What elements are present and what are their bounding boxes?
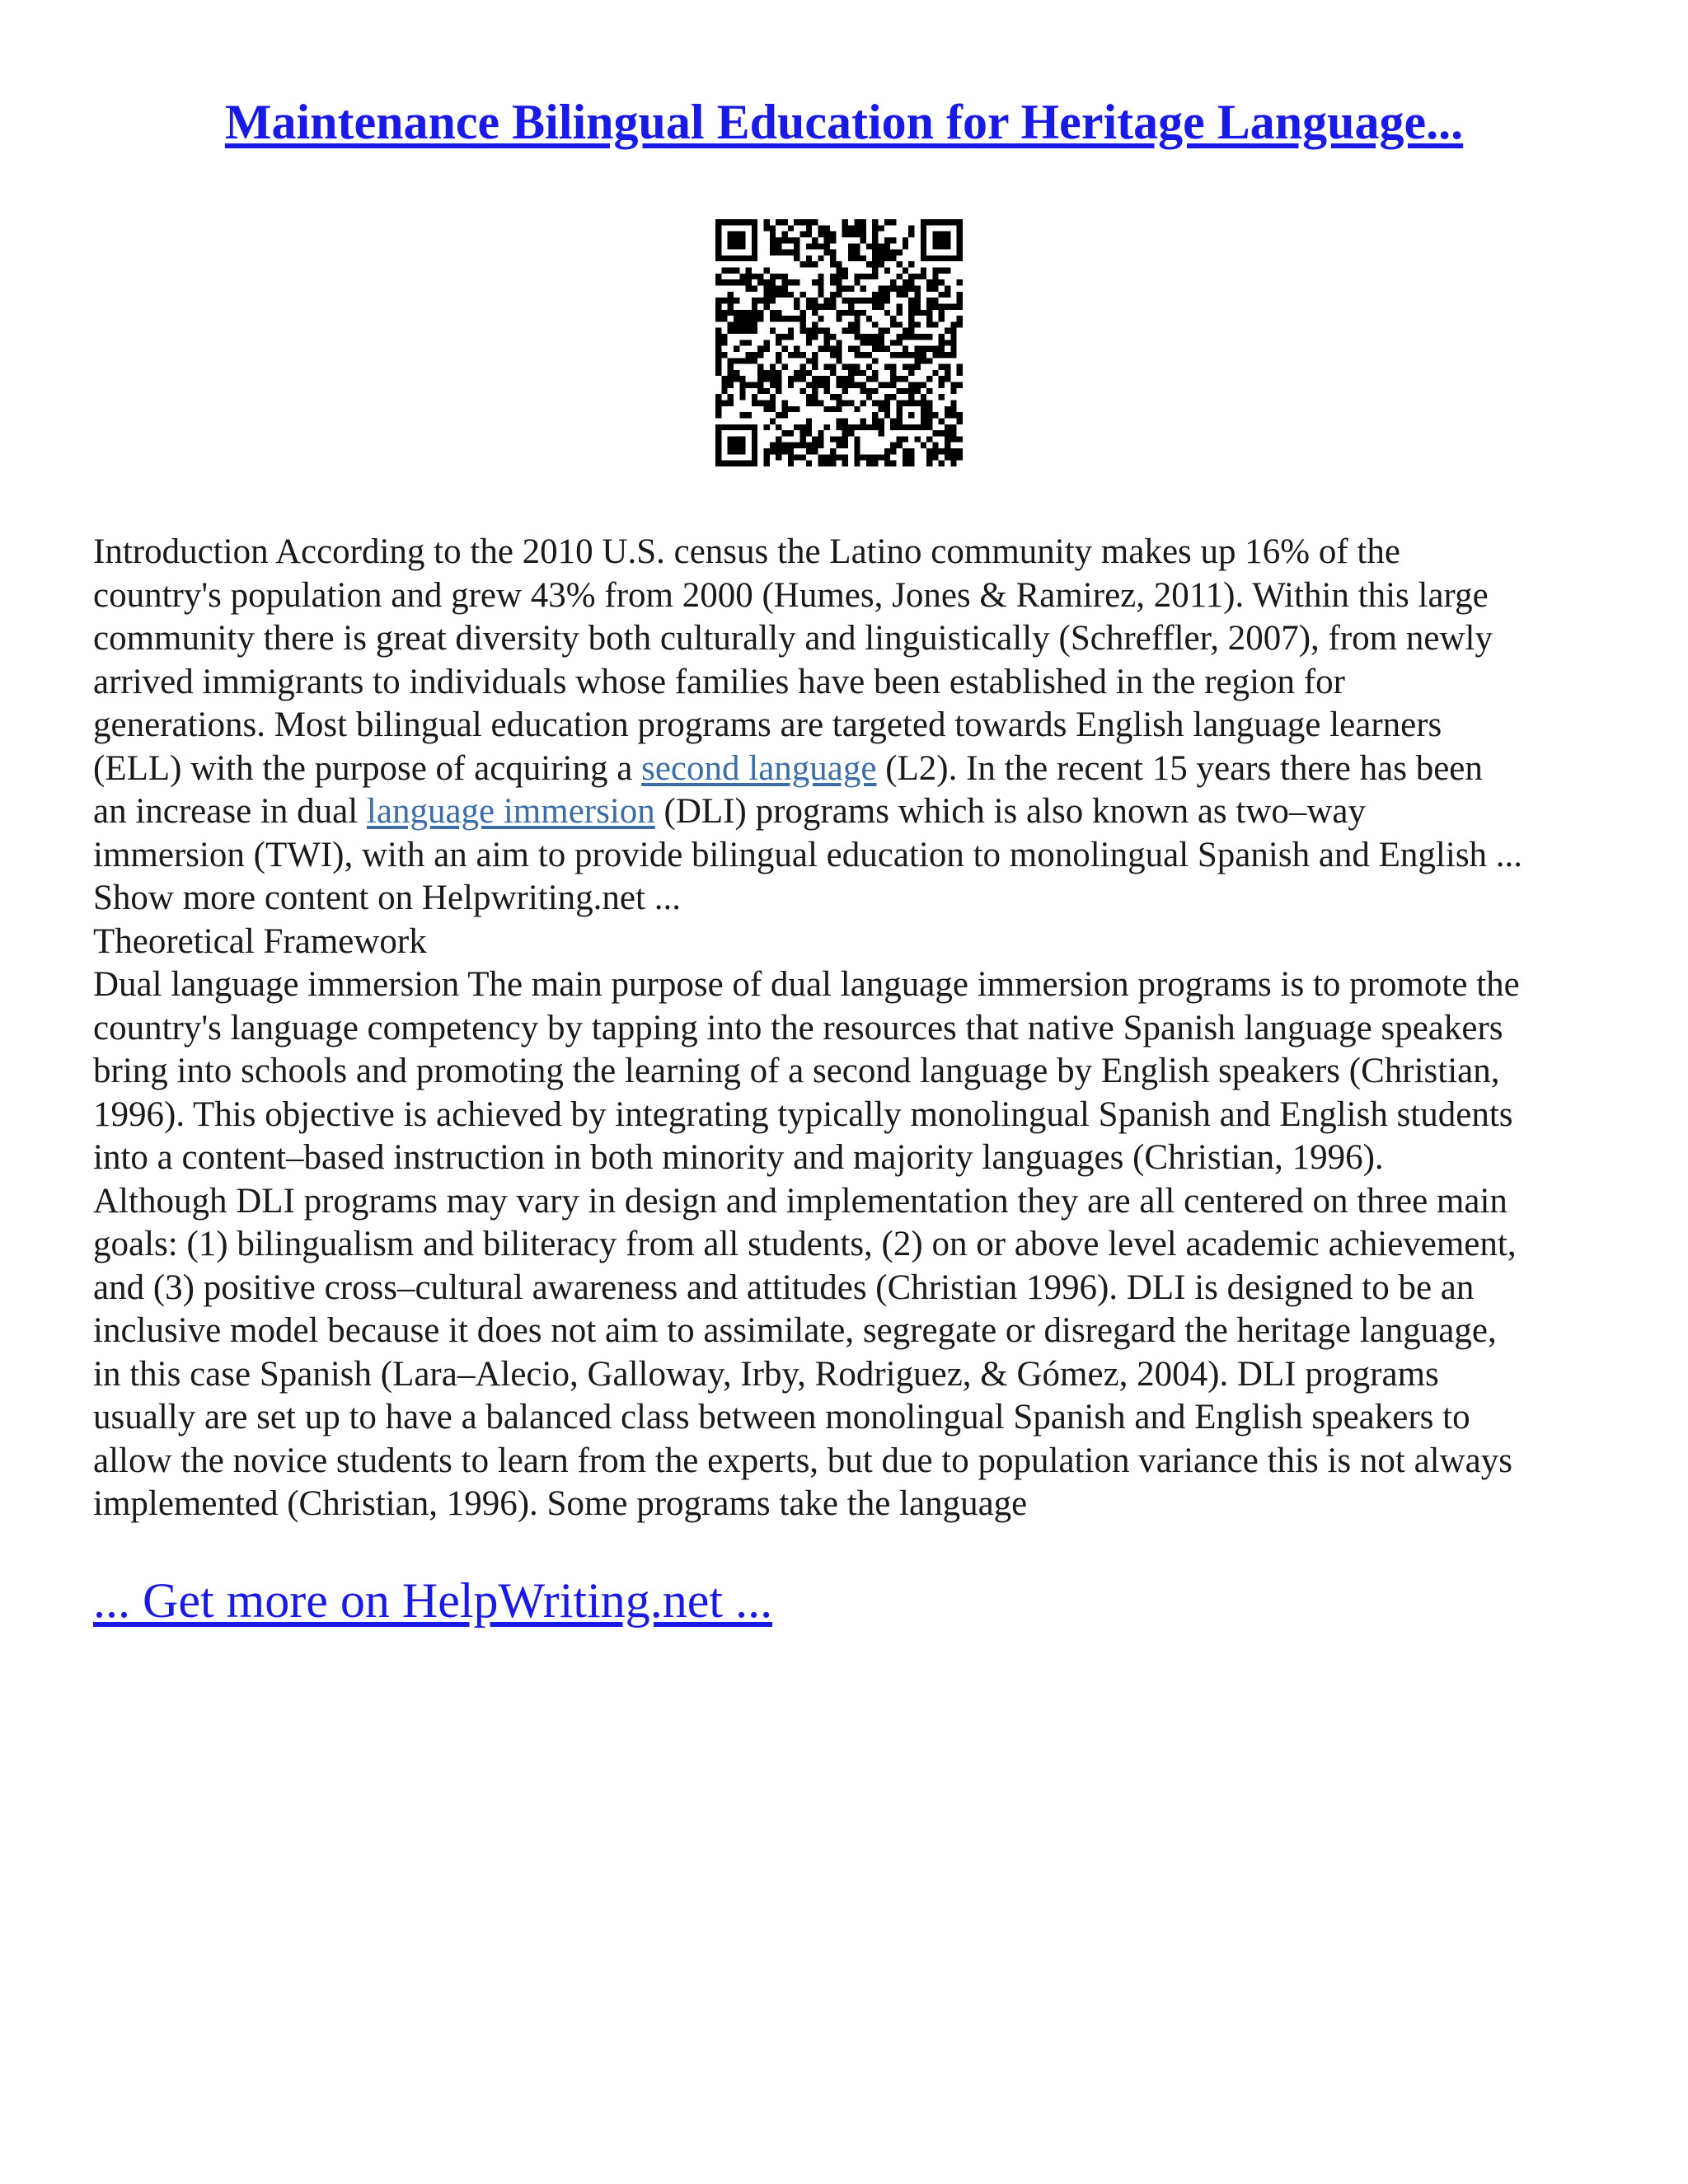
body-line: generations. Most bilingual education programs are targeted towards English language learners bbox=[93, 705, 1442, 744]
inline-link[interactable]: language immersion bbox=[366, 792, 655, 831]
body-line: country's population and grew 43% from 2000 (Humes, Jones & Ramirez, 2011). Within this large bbox=[93, 575, 1489, 615]
body-line: inclusive model because it does not aim to assimilate, segregate or disregard the heritage language, bbox=[93, 1311, 1497, 1350]
body-line: 1996). This objective is achieved by integrating typically monolingual Spanish and English students bbox=[93, 1094, 1513, 1134]
body-line: Dual language immersion The main purpose of dual language immersion programs is to promote the bbox=[93, 965, 1520, 1004]
body-line-text: (DLI) programs which is also known as two–way bbox=[654, 792, 1367, 831]
body-line: in this case Spanish (Lara–Alecio, Galloway, Irby, Rodriguez, & Gómez, 2004). DLI programs bbox=[93, 1354, 1439, 1394]
get-more-link-wrapper bbox=[93, 1568, 772, 1633]
body-line: Theoretical Framework bbox=[93, 921, 427, 961]
body-line-text: an increase in dual bbox=[93, 792, 367, 831]
body-line: and (3) positive cross–cultural awareness and attitudes (Christian 1996). DLI is designed to be an bbox=[93, 1268, 1475, 1307]
document-title bbox=[0, 89, 1688, 155]
body-line bbox=[93, 790, 1610, 834]
title-link[interactable]: Maintenance Bilingual Education for Heritage Language... bbox=[224, 95, 1464, 149]
body-line-text: (L2). In the recent 15 years there has been bbox=[876, 748, 1483, 788]
get-more-link[interactable]: ... Get more on HelpWriting.net ... bbox=[93, 1573, 773, 1628]
body-line: Show more content on Helpwriting.net ... bbox=[93, 879, 681, 917]
body-line: allow the novice students to learn from the experts, but due to population variance this is not always bbox=[93, 1441, 1512, 1480]
inline-link[interactable]: second language bbox=[641, 748, 877, 788]
body-line bbox=[93, 748, 1610, 791]
body-line: arrived immigrants to individuals whose families have been established in the region for bbox=[93, 662, 1345, 701]
body-line: into a content–based instruction in both minority and majority languages (Christian, 1996). bbox=[93, 1138, 1384, 1177]
body-line: usually are set up to have a balanced class between monolingual Spanish and English speakers to bbox=[93, 1398, 1470, 1436]
qr-code-image bbox=[715, 219, 963, 466]
body-line: implemented (Christian, 1996). Some programs take the language bbox=[93, 1484, 1028, 1523]
body-line: immersion (TWI), with an aim to provide bilingual education to monolingual Spanish and English ... bbox=[93, 835, 1523, 874]
body-line: community there is great diversity both culturally and linguistically (Schreffler, 2007), from newly bbox=[93, 619, 1493, 658]
body-line: bring into schools and promoting the learning of a second language by English speakers (Christian, bbox=[93, 1052, 1500, 1090]
document-body bbox=[93, 531, 1610, 1526]
body-line: goals: (1) bilingualism and biliteracy from all students, (2) on or above level academic achievement, bbox=[93, 1225, 1517, 1263]
body-line: Although DLI programs may vary in design and implementation they are all centered on three main bbox=[93, 1181, 1507, 1221]
body-line-text: (ELL) with the purpose of acquiring a bbox=[93, 748, 642, 788]
body-line: country's language competency by tapping into the resources that native Spanish language speakers bbox=[93, 1008, 1503, 1047]
body-line: Introduction According to the 2010 U.S. census the Latino community makes up 16% of the bbox=[93, 532, 1400, 571]
